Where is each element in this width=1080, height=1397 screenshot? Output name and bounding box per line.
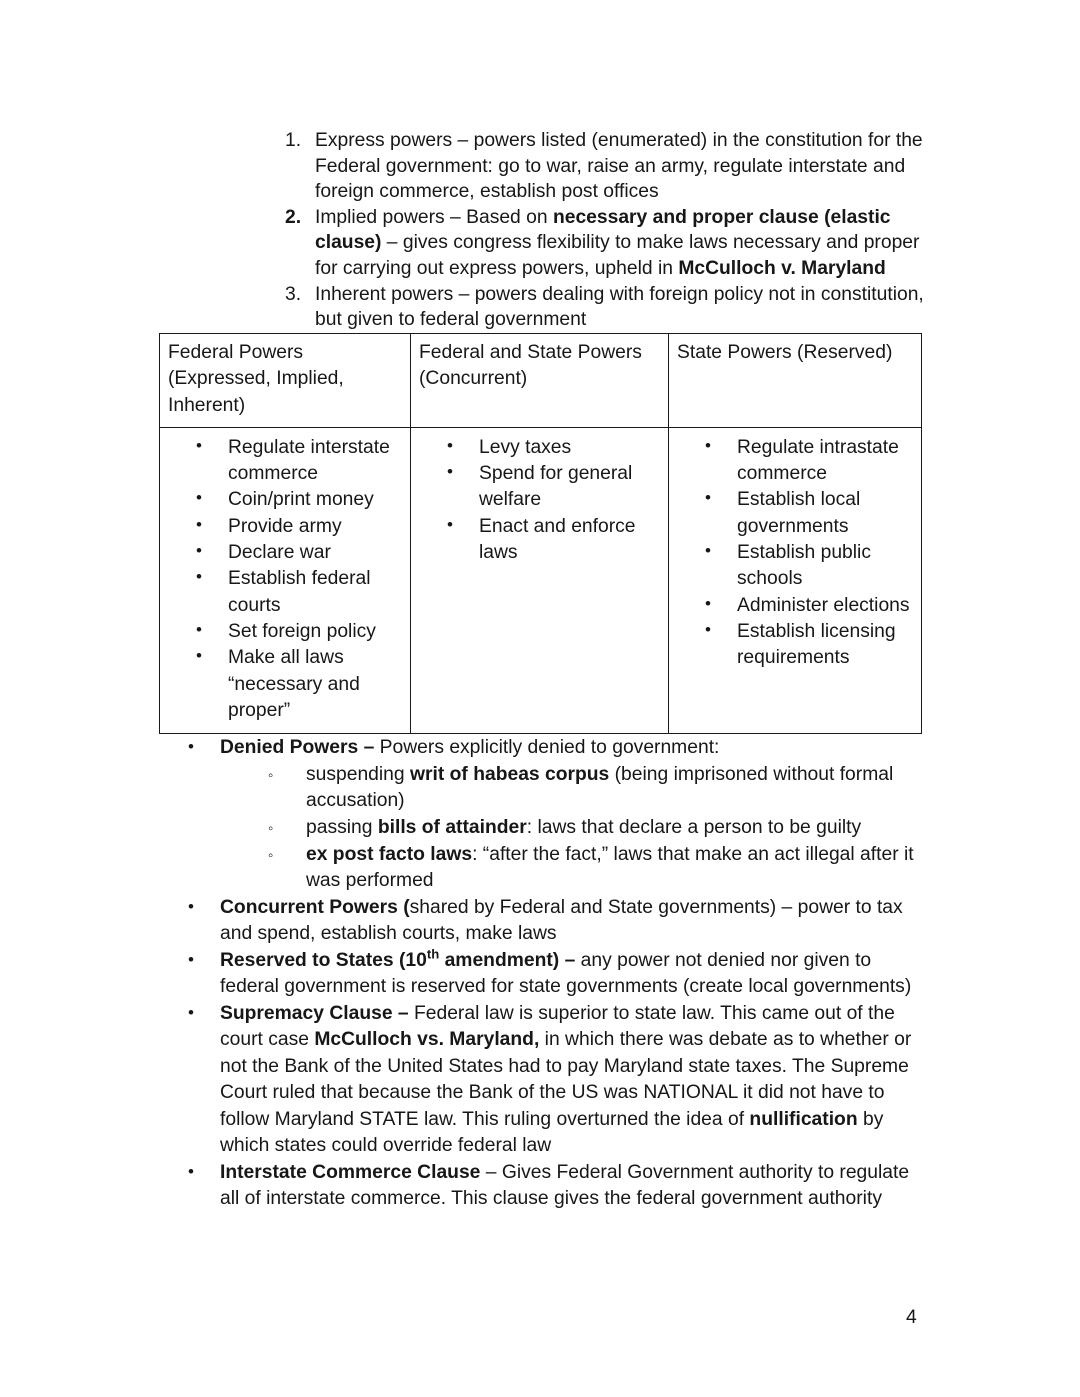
bullet-dot-icon <box>188 947 220 974</box>
header-line: (Expressed, Implied, <box>168 368 344 390</box>
bullet-item <box>188 948 923 1001</box>
bullet-dot-icon <box>423 435 479 461</box>
table-bullet-item <box>675 487 915 540</box>
sub-bullet-text: suspending writ of habeas corpus (being imprisoned without formal accusation) <box>306 763 894 811</box>
table-bullet-text: Establish licensing requirements <box>737 620 896 669</box>
table-header-cell <box>411 334 669 428</box>
sub-bullet-circle-icon <box>268 815 306 842</box>
bullet-dot-icon <box>188 1000 220 1027</box>
table-bullet-text: Levy taxes <box>479 436 572 458</box>
sub-bullet-item <box>268 815 923 842</box>
list-marker: 1. <box>285 130 302 151</box>
list-marker: 3. <box>285 283 302 305</box>
sub-bullet-list <box>220 762 923 895</box>
bullet-text: Supremacy Clause – Federal law is superior to state law. This came out of the court case McCulloch vs. Maryland, in which there was debate as to whether or not the Bank of the United States had to pay Maryland state taxes. The Supreme Court ruled that because the Bank of the US was NATIONAL it did not have to follow Maryland STATE law. This ruling overturned the idea of nullification by which states could override federal law <box>220 1002 912 1156</box>
table-bullet-item <box>166 487 404 513</box>
table-bullet-item <box>166 514 404 540</box>
list-item-text: Inherent powers – powers dealing with foreign policy not in constitution, but given to federal government <box>315 283 924 331</box>
table-bullet-text: Spend for general welfare <box>479 463 633 511</box>
table-cell-content <box>160 428 410 733</box>
bullet-body <box>220 948 923 1001</box>
sub-bullet-item <box>268 842 923 895</box>
bullet-text: Concurrent Powers (shared by Federal and State governments) – power to tax and spend, establish courts, make laws <box>220 896 903 944</box>
table-bullet-text: Establish public schools <box>737 542 871 590</box>
powers-table <box>159 333 922 734</box>
numbered-list-item <box>285 282 925 333</box>
bullet-dot-icon <box>681 435 737 461</box>
table-bullet-list <box>675 435 915 672</box>
bullet-body <box>220 1160 923 1213</box>
table-bullet-item <box>675 435 915 488</box>
numbered-list-item <box>285 128 925 205</box>
bullet-dot-icon <box>172 514 228 540</box>
bullet-dot-icon <box>172 645 228 671</box>
table-header-row <box>160 334 922 428</box>
bullet-dot-icon <box>188 734 220 761</box>
bullet-body <box>220 735 923 895</box>
bullet-dot-icon <box>172 487 228 513</box>
table-bullet-item <box>166 435 404 488</box>
bullet-dot-icon <box>172 540 228 566</box>
table-cell-content <box>411 428 668 575</box>
table-bullet-text: Establish federal courts <box>228 568 371 616</box>
sub-bullet-circle-icon <box>268 842 306 869</box>
table-bullet-item <box>166 619 404 645</box>
table-bullet-text: Enact and enforce laws <box>479 515 636 564</box>
table-header-text <box>160 334 410 427</box>
table-header-cell <box>669 334 922 428</box>
table-bullet-item <box>675 619 915 672</box>
sub-bullet-text: passing bills of attainder: laws that declare a person to be guilty <box>306 816 862 838</box>
table-bullet-text: Make all laws “necessary and proper” <box>228 647 360 721</box>
numbered-list-item <box>285 205 925 282</box>
header-line: Federal and State Powers <box>419 342 642 363</box>
header-line: Federal Powers <box>168 342 304 363</box>
table-bullet-item <box>417 514 662 567</box>
table-body-cell <box>160 427 411 733</box>
bullet-item <box>188 1001 923 1160</box>
table-bullet-text: Provide army <box>228 515 342 537</box>
bullet-list <box>188 735 923 1213</box>
bullet-dot-icon <box>172 566 228 592</box>
bullet-item <box>188 735 923 895</box>
bullet-dot-icon <box>423 514 479 540</box>
bullet-item <box>188 1160 923 1213</box>
table-bullet-item <box>417 435 662 461</box>
table-bullet-text: Set foreign policy <box>228 620 376 642</box>
table-bullet-item <box>166 645 404 724</box>
header-line: Inherent) <box>168 394 246 416</box>
bullet-text: Interstate Commerce Clause – Gives Federal Government authority to regulate all of interstate commerce. This clause gives the federal government authority <box>220 1161 910 1209</box>
table-bullet-item <box>417 461 662 514</box>
bullet-text: Denied Powers – Powers explicitly denied to government: <box>220 737 720 758</box>
bullet-dot-icon <box>681 540 737 566</box>
table-header-text <box>411 334 668 401</box>
bullet-dot-icon <box>681 487 737 513</box>
bullet-item <box>188 895 923 948</box>
bullet-body <box>220 895 923 948</box>
table-bullet-text: Regulate interstate commerce <box>228 436 390 485</box>
bullet-dot-icon <box>681 619 737 645</box>
bullet-text: Reserved to States (10th amendment) – any power not denied nor given to federal government is reserved for state governments (create local governments) <box>220 946 912 997</box>
table-body-row <box>160 427 922 733</box>
table-bullet-item <box>166 540 404 566</box>
bullet-dot-icon <box>172 435 228 461</box>
bullet-dot-icon <box>188 1159 220 1186</box>
list-marker: 2. <box>285 206 302 228</box>
table-bullet-list <box>417 435 662 566</box>
bullet-dot-icon <box>423 461 479 487</box>
table-bullet-item <box>675 540 915 593</box>
bullet-body <box>220 1001 923 1160</box>
list-item-text: Express powers – powers listed (enumerated) in the constitution for the Federal government: go to war, raise an army, regulate interstate and foreign commerce, establish post offices <box>315 130 923 203</box>
table-header-text <box>669 334 921 374</box>
header-line: State Powers (Reserved) <box>677 342 893 363</box>
numbered-list <box>285 128 925 333</box>
page-number: 4 <box>906 1307 917 1328</box>
sub-bullet-text: ex post facto laws: “after the fact,” laws that make an act illegal after it was performed <box>306 843 914 891</box>
bullet-dot-icon <box>681 593 737 619</box>
sub-bullet-item <box>268 762 923 815</box>
table-bullet-text: Regulate intrastate commerce <box>737 436 899 485</box>
table-bullet-text: Declare war <box>228 542 331 564</box>
table-bullet-item <box>675 593 915 619</box>
header-line: (Concurrent) <box>419 368 528 390</box>
table-bullet-text: Administer elections <box>737 594 910 616</box>
table-bullet-list <box>166 435 404 724</box>
table-bullet-text: Coin/print money <box>228 489 374 511</box>
table-bullet-item <box>166 566 404 619</box>
bullet-dot-icon <box>172 619 228 645</box>
list-item-text: Implied powers – Based on necessary and proper clause (elastic clause) – gives congress flexibility to make laws necessary and proper for carrying out express powers, upheld in McCulloch v. Maryland <box>315 206 920 279</box>
table-cell-content <box>669 428 921 681</box>
table-body-cell <box>669 427 922 733</box>
sub-bullet-circle-icon <box>268 762 306 789</box>
bullet-dot-icon <box>188 894 220 921</box>
table-body-cell <box>411 427 669 733</box>
table-bullet-text: Establish local governments <box>737 489 861 537</box>
table-header-cell <box>160 334 411 428</box>
